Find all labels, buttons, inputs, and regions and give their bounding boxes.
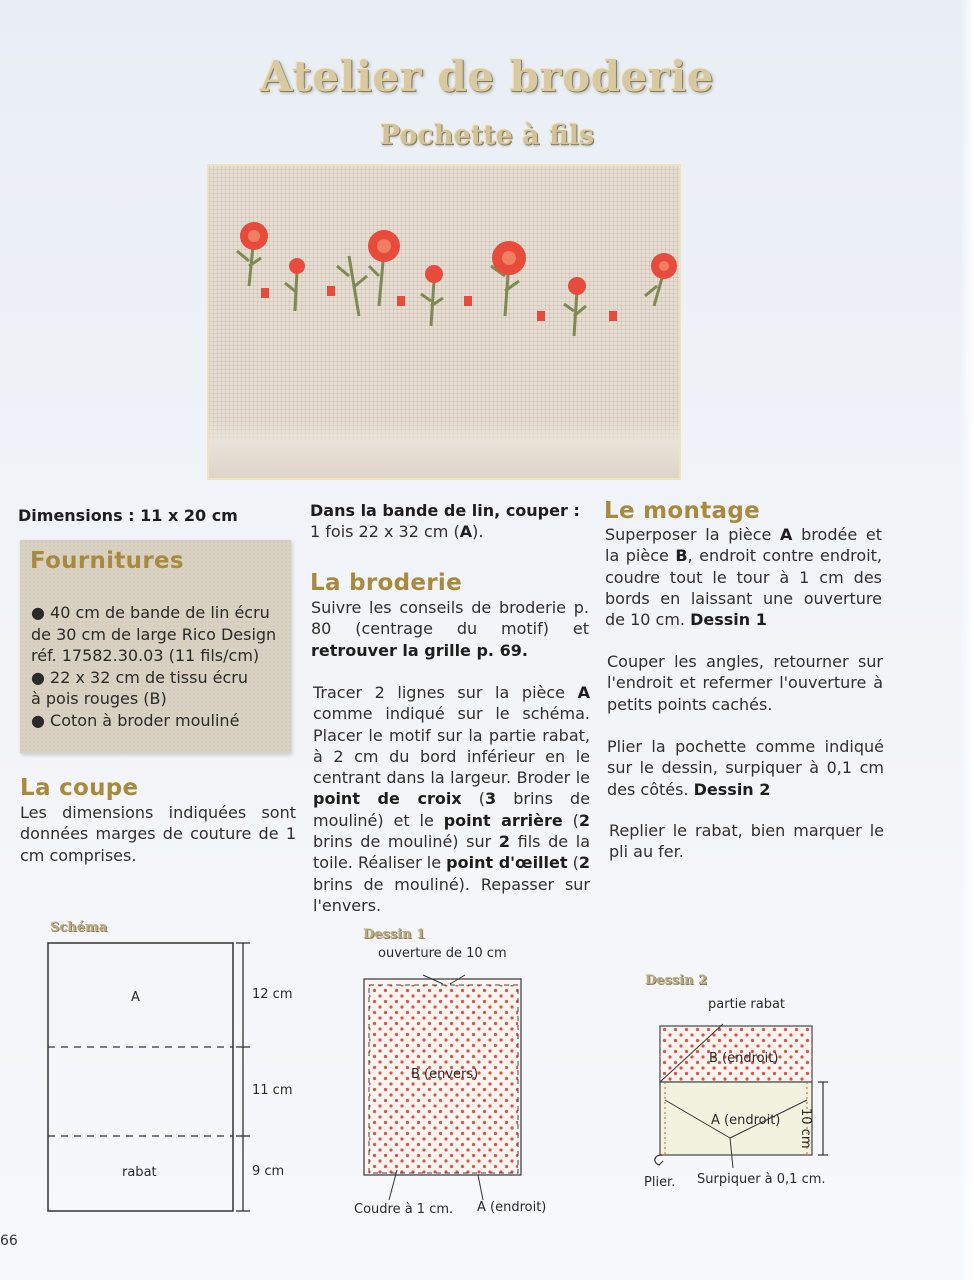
schema-dim-bottom: 9 cm (252, 1164, 285, 1179)
bold-span: 3 (485, 789, 497, 809)
le-montage-p3 (607, 736, 884, 800)
text-span: ( (567, 853, 579, 873)
text-span: comme indiqué sur le schéma. Placer le motif sur la partie rabat, à 2 cm du bord inférieur en le centrant dans la largeur. Broder le (313, 704, 590, 788)
la-coupe-text: Les dimensions indiquées sont données marges de couture de 1 cm comprises. (20, 803, 296, 865)
dessin1-label-opening: ouverture de 10 cm (378, 946, 507, 961)
la-broderie-p1 (311, 597, 589, 661)
list-item: ● 22 x 32 cm de tissu écru (31, 667, 249, 687)
dessin2-label-dim: 10 cm (798, 1108, 813, 1149)
text-span: brins de mouliné) sur (313, 832, 499, 852)
text-span: ( (562, 810, 579, 830)
bold-span: A (577, 683, 590, 702)
text-span: ( (461, 789, 485, 809)
list-item: réf. 17582.30.03 (11 fils/cm) (31, 646, 260, 665)
page-subtitle: Pochette à fils (379, 120, 595, 151)
bold-span: point arrière (443, 810, 563, 830)
le-montage-title: Le montage (604, 498, 760, 524)
schema-dim-top: 12 cm (252, 987, 293, 1002)
list-item: à pois rouges (B) (31, 689, 167, 708)
text-span: brins de mouliné) et le (313, 789, 591, 830)
bold-span: point d'œillet (446, 853, 568, 873)
la-coupe-title: La coupe (20, 775, 139, 801)
la-broderie-p2 (313, 682, 590, 916)
couper-section (310, 500, 590, 543)
dessin2-label-a: A (endroit) (711, 1113, 781, 1128)
photo-fold-shadow (209, 418, 679, 478)
list-item: ● 40 cm de bande de lin écru (31, 603, 270, 622)
text-span: , endroit contre endroit, coudre tout le tour à 1 cm des bords en laissant une ouverture de 10 cm. (605, 546, 882, 630)
dessin2-label-topstitch: Surpiquer à 0,1 cm. (697, 1172, 826, 1187)
embroidery-photo (209, 166, 679, 478)
fournitures-title: Fournitures (30, 548, 184, 574)
dessin1-label-sew: Coudre à 1 cm. (354, 1202, 454, 1217)
text-span: Plier la pochette comme indiqué sur le dessin, surpiquer à 0,1 cm des côtés. (607, 737, 884, 799)
dessin2-label-flap: partie rabat (708, 997, 786, 1012)
dessin2-diagram (645, 1010, 845, 1175)
bold-span: Dessin 1 (690, 610, 767, 630)
couper-line-prefix: 1 fois 22 x 32 cm ( (310, 522, 460, 542)
bold-span: 2 (578, 810, 591, 830)
bold-span: A (780, 525, 793, 544)
bold-span: B (675, 546, 688, 566)
dessin1-label-b: B (envers) (411, 1067, 479, 1082)
text-span: brins de mouliné). Repasser sur l'envers. (313, 874, 590, 915)
la-broderie-title: La broderie (310, 570, 462, 596)
le-montage-p1 (605, 524, 882, 630)
couper-heading: Dans la bande de lin, couper : (310, 501, 580, 520)
schema-dim-mid: 11 cm (252, 1083, 293, 1098)
text-span: fils de la toile. Réaliser le (313, 832, 590, 873)
schema-label-a: A (131, 990, 140, 1005)
text-span: brodée et la pièce (605, 525, 882, 566)
bold-span: retrouver la grille p. 69. (311, 640, 528, 660)
list-item: ● Coton à broder mouliné (31, 710, 240, 730)
bold-span: point de croix (313, 789, 462, 809)
couper-line-letter: A (459, 522, 473, 542)
page-number: 66 (0, 1233, 18, 1249)
schema-title: Schéma (50, 920, 108, 935)
text-span: Superposer la pièce (605, 525, 781, 544)
page-edge (960, 0, 974, 1280)
le-montage-p2: Couper les angles, retourner sur l'endroit et refermer l'ouverture à petits points cachés. (607, 652, 883, 714)
bold-span: 2 (498, 832, 510, 852)
list-item: de 30 cm de large Rico Design (31, 624, 277, 644)
bold-span: 2 (578, 853, 591, 873)
dessin2-label-fold: Plier. (644, 1175, 676, 1190)
page-title: Atelier de broderie (260, 52, 714, 101)
text-span: Tracer 2 lignes sur la pièce (313, 683, 578, 702)
couper-line-suffix: ). (472, 522, 484, 542)
dimensions: Dimensions : 11 x 20 cm (18, 506, 238, 525)
text-span: Suivre les conseils de broderie p. 80 (centrage du motif) et (311, 598, 589, 639)
dessin1-title: Dessin 1 (363, 927, 426, 942)
dessin1-label-a: A (endroit) (477, 1200, 547, 1215)
dessin2-label-b: B (endroit) (709, 1051, 779, 1066)
dessin2-title: Dessin 2 (645, 973, 708, 988)
fournitures-list (31, 602, 289, 731)
le-montage-p4: Replier le rabat, bien marquer le pli au fer. (609, 821, 884, 862)
bold-span: Dessin 2 (693, 779, 771, 799)
schema-label-rabat: rabat (122, 1165, 157, 1180)
